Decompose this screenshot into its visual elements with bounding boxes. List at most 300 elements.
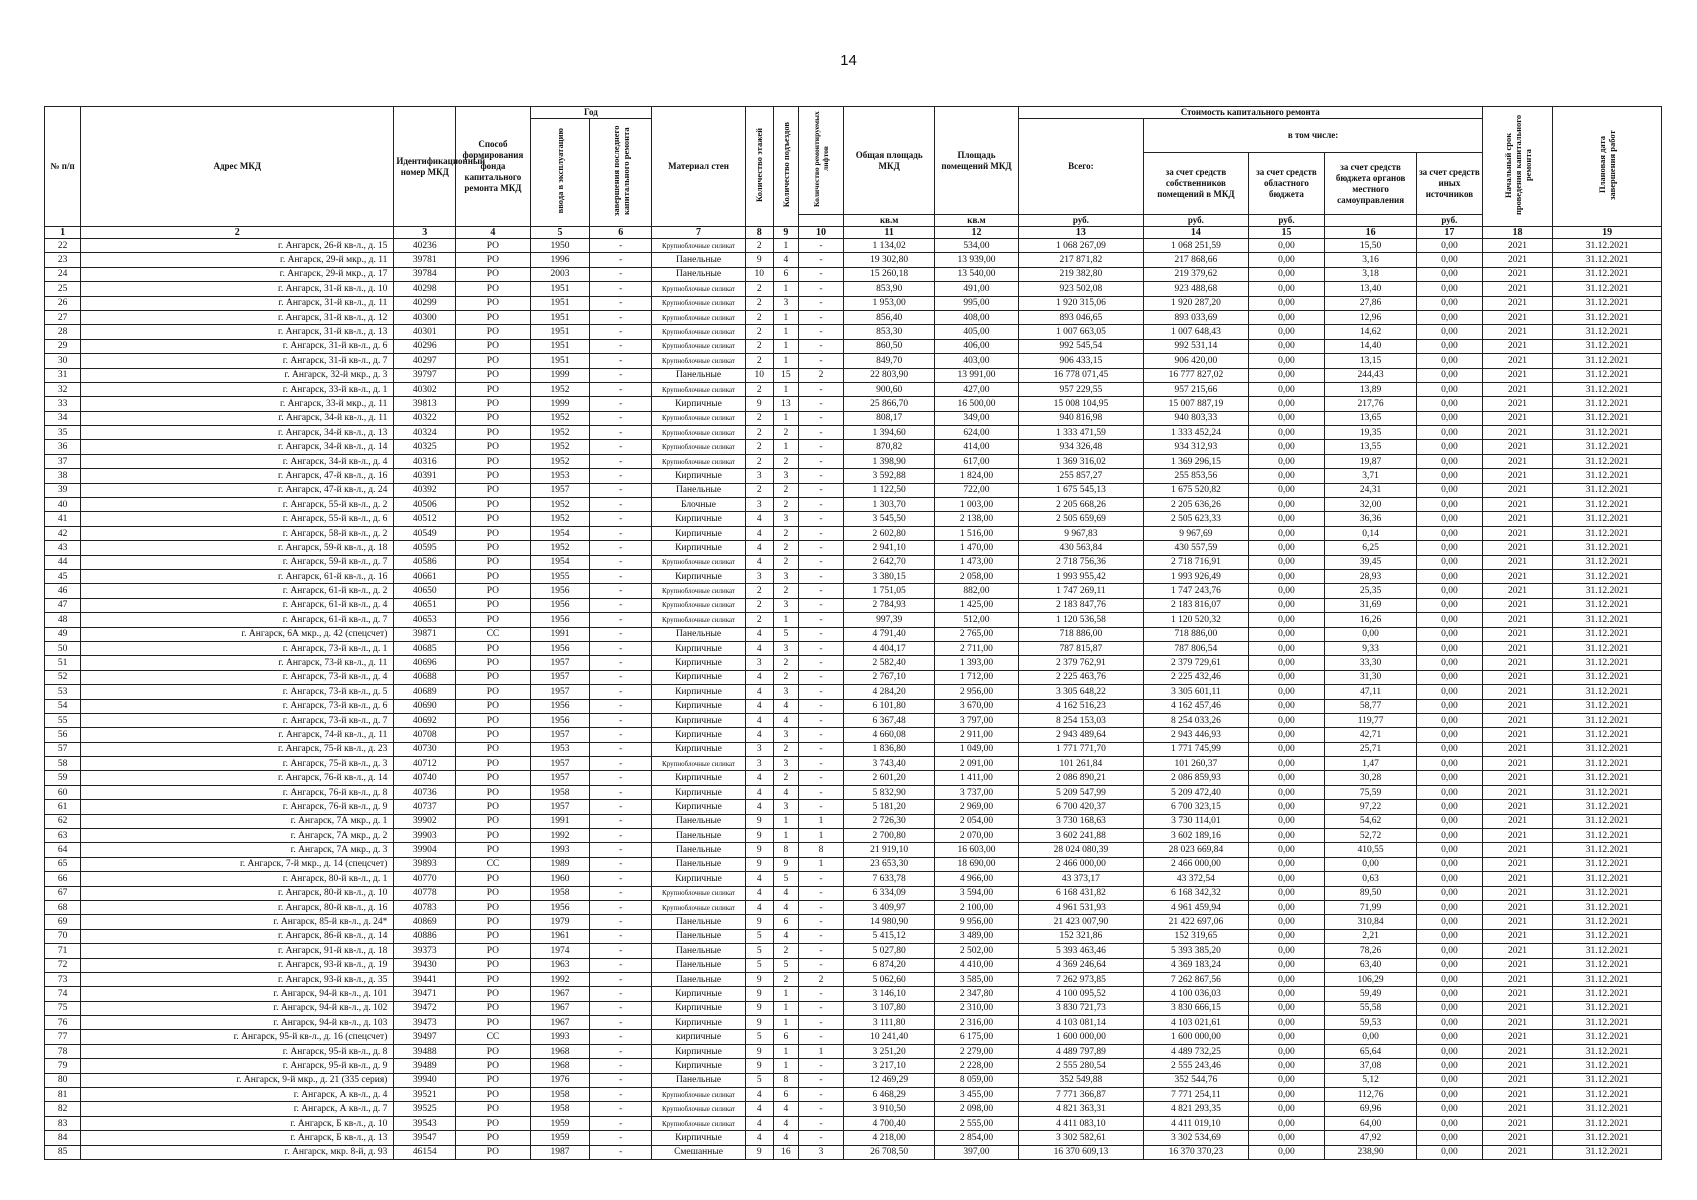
cell-floors: 4 [745,785,773,799]
cell-year-commission: 1952 [530,541,590,555]
table-row [45,325,1662,339]
cell-lifts: 1 [799,814,844,828]
cell-address: г. Ангарск, мкр. 8-й, д. 93 [81,1145,394,1159]
cell-cost-local: 14,62 [1325,325,1417,339]
cell-cost-other: 0,00 [1416,310,1482,324]
cell-cost-regional: 0,00 [1248,900,1325,914]
cell-wall-material: Крупноблочные силикат [652,440,746,454]
cell-cost-local: 75,59 [1325,785,1417,799]
cell-end-date: 31.12.2021 [1553,426,1662,440]
cell-premises-area: 18 690,00 [935,857,1018,871]
cell-ident-number: 40653 [394,613,456,627]
cell-cost-local: 30,28 [1325,771,1417,785]
cell-address: г. Ангарск, 95-й кв-л., д. 8 [81,1044,394,1058]
cell-wall-material: Крупноблочные силикат [652,886,746,900]
cell-end-date: 31.12.2021 [1553,872,1662,886]
cell-lifts: - [799,958,844,972]
cell-start-year: 2021 [1482,555,1552,569]
cell-row-num: 23 [45,253,81,267]
cell-lifts: - [799,641,844,655]
table-row [45,843,1662,857]
cell-ident-number: 40549 [394,526,456,540]
cell-premises-area: 6 175,00 [935,1030,1018,1044]
cell-year-commission: 1952 [530,382,590,396]
cell-row-num: 84 [45,1131,81,1145]
cell-premises-area: 8 059,00 [935,1073,1018,1087]
cell-cost-owners: 1 771 745,99 [1144,742,1248,756]
cell-wall-material: Крупноблочные силикат [652,411,746,425]
cell-cost-local: 13,55 [1325,440,1417,454]
cell-year-commission: 1991 [530,627,590,641]
cell-premises-area: 2 138,00 [935,512,1018,526]
cell-start-year: 2021 [1482,829,1552,843]
cell-ident-number: 39813 [394,397,456,411]
cell-lifts: - [799,1102,844,1116]
cell-fund-method: РО [456,1073,531,1087]
cell-year-last-repair: - [590,800,652,814]
cell-year-commission: 1987 [530,1145,590,1159]
cell-cost-other: 0,00 [1416,886,1482,900]
cell-start-year: 2021 [1482,1030,1552,1044]
cell-year-last-repair: - [590,239,652,253]
cell-fund-method: РО [456,1131,531,1145]
table-row [45,483,1662,497]
cell-fund-method: РО [456,541,531,555]
cell-entrances: 1 [773,339,799,353]
cell-ident-number: 40301 [394,325,456,339]
cell-address: г. Ангарск, 29-й мкр., д. 17 [81,267,394,281]
cell-fund-method: РО [456,310,531,324]
cell-cost-local: 19,35 [1325,426,1417,440]
cell-lifts: - [799,685,844,699]
cell-entrances: 6 [773,1030,799,1044]
cell-cost-owners: 6 700 323,15 [1144,800,1248,814]
cell-row-num: 65 [45,857,81,871]
cell-cost-other: 0,00 [1416,829,1482,843]
cell-year-commission: 1968 [530,1059,590,1073]
table-row [45,670,1662,684]
cell-total-area: 2 941,10 [843,541,935,555]
header-year-last-repair: завершения последнего капитального ремонта [590,119,652,227]
cell-start-year: 2021 [1482,239,1552,253]
cell-row-num: 77 [45,1030,81,1044]
cell-address: г. Ангарск, 93-й кв-л., д. 35 [81,972,394,986]
cell-row-num: 85 [45,1145,81,1159]
cell-fund-method: РО [456,267,531,281]
cell-cost-local: 37,08 [1325,1059,1417,1073]
cell-premises-area: 1 393,00 [935,656,1018,670]
cell-floors: 5 [745,958,773,972]
cell-cost-other: 0,00 [1416,972,1482,986]
cell-floors: 4 [745,699,773,713]
cell-row-num: 75 [45,1001,81,1015]
cell-end-date: 31.12.2021 [1553,483,1662,497]
cell-fund-method: РО [456,282,531,296]
cell-row-num: 51 [45,656,81,670]
cell-cost-regional: 0,00 [1248,1102,1325,1116]
cell-cost-regional: 0,00 [1248,857,1325,871]
cell-address: г. Ангарск, 26-й кв-л., д. 15 [81,239,394,253]
cell-entrances: 3 [773,569,799,583]
cell-fund-method: СС [456,1030,531,1044]
cell-cost-regional: 0,00 [1248,512,1325,526]
cell-ident-number: 40661 [394,569,456,583]
cell-address: г. Ангарск, 73-й кв-л., д. 11 [81,656,394,670]
cell-fund-method: РО [456,382,531,396]
cell-floors: 2 [745,584,773,598]
cell-fund-method: РО [456,368,531,382]
cell-year-last-repair: - [590,397,652,411]
cell-year-commission: 1968 [530,1044,590,1058]
cell-cost-local: 112,76 [1325,1088,1417,1102]
table-row [45,1088,1662,1102]
cell-end-date: 31.12.2021 [1553,656,1662,670]
cell-address: г. Ангарск, 31-й кв-л., д. 11 [81,296,394,310]
cell-year-last-repair: - [590,526,652,540]
cell-row-num: 59 [45,771,81,785]
cell-wall-material: Крупноблочные силикат [652,354,746,368]
cell-lifts: 1 [799,829,844,843]
cell-premises-area: 414,00 [935,440,1018,454]
cell-year-commission: 1967 [530,987,590,1001]
cell-premises-area: 2 854,00 [935,1131,1018,1145]
cell-lifts: - [799,1001,844,1015]
cell-lifts: - [799,1016,844,1030]
header-ident: Идентификационный номер МКД [394,107,456,227]
cell-cost-other: 0,00 [1416,800,1482,814]
cell-total-area: 3 107,80 [843,1001,935,1015]
cell-address: г. Ангарск, 29-й мкр., д. 11 [81,253,394,267]
cell-row-num: 44 [45,555,81,569]
cell-lifts: - [799,929,844,943]
cell-ident-number: 40778 [394,886,456,900]
cell-year-commission: 1952 [530,454,590,468]
cell-year-commission: 1956 [530,713,590,727]
cell-floors: 9 [745,1044,773,1058]
cell-year-commission: 1959 [530,1116,590,1130]
cell-year-last-repair: - [590,1102,652,1116]
table-row [45,641,1662,655]
cell-wall-material: Кирпичные [652,569,746,583]
cell-year-last-repair: - [590,426,652,440]
cell-lifts: 3 [799,1145,844,1159]
cell-wall-material: Панельные [652,944,746,958]
cell-fund-method: РО [456,843,531,857]
cell-row-num: 61 [45,800,81,814]
cell-address: г. Ангарск, 7А мкр., д. 3 [81,843,394,857]
cell-lifts: - [799,296,844,310]
cell-cost-owners: 152 319,65 [1144,929,1248,943]
cell-ident-number: 40296 [394,339,456,353]
cell-end-date: 31.12.2021 [1553,267,1662,281]
cell-end-date: 31.12.2021 [1553,713,1662,727]
cell-cost-local: 47,92 [1325,1131,1417,1145]
cell-row-num: 47 [45,598,81,612]
cell-entrances: 8 [773,843,799,857]
cell-premises-area: 2 711,00 [935,641,1018,655]
column-number-12: 12 [935,227,1018,239]
cell-end-date: 31.12.2021 [1553,498,1662,512]
cell-cost-other: 0,00 [1416,368,1482,382]
cell-cost-regional: 0,00 [1248,440,1325,454]
cell-row-num: 43 [45,541,81,555]
cell-address: г. Ангарск, 61-й кв-л., д. 7 [81,613,394,627]
unit-total-area: кв.м [843,215,935,227]
cell-row-num: 46 [45,584,81,598]
cell-end-date: 31.12.2021 [1553,354,1662,368]
cell-fund-method: РО [456,296,531,310]
cell-total-area: 1 836,80 [843,742,935,756]
cell-total-area: 4 660,08 [843,728,935,742]
cell-wall-material: Блочные [652,498,746,512]
page-number: 14 [840,52,857,69]
cell-row-num: 76 [45,1016,81,1030]
cell-start-year: 2021 [1482,641,1552,655]
cell-wall-material: кирпичные [652,1030,746,1044]
cell-cost-regional: 0,00 [1248,584,1325,598]
cell-end-date: 31.12.2021 [1553,915,1662,929]
cell-row-num: 30 [45,354,81,368]
header-incl: в том числе: [1144,119,1483,153]
cell-year-last-repair: - [590,354,652,368]
cell-cost-local: 0,00 [1325,1030,1417,1044]
cell-end-date: 31.12.2021 [1553,670,1662,684]
cell-ident-number: 40391 [394,469,456,483]
cell-year-commission: 1956 [530,613,590,627]
cell-cost-other: 0,00 [1416,1131,1482,1145]
cell-start-year: 2021 [1482,310,1552,324]
cell-cost-regional: 0,00 [1248,411,1325,425]
cell-lifts: - [799,987,844,1001]
cell-premises-area: 13 540,00 [935,267,1018,281]
cell-wall-material: Крупноблочные силикат [652,613,746,627]
column-number-1: 1 [45,227,81,239]
cell-end-date: 31.12.2021 [1553,972,1662,986]
cell-floors: 3 [745,757,773,771]
table-row [45,1131,1662,1145]
cell-cost-local: 36,36 [1325,512,1417,526]
cell-row-num: 52 [45,670,81,684]
header-local: за счет средств бюджета органов местного самоуправления [1325,153,1417,215]
cell-row-num: 70 [45,929,81,943]
cell-total-area: 1 398,90 [843,454,935,468]
cell-wall-material: Крупноблочные силикат [652,239,746,253]
cell-ident-number: 40297 [394,354,456,368]
cell-cost-total: 16 778 071,45 [1018,368,1144,382]
cell-cost-owners: 352 544,76 [1144,1073,1248,1087]
cell-year-commission: 1974 [530,944,590,958]
cell-total-area: 3 545,50 [843,512,935,526]
cell-wall-material: Кирпичные [652,728,746,742]
cell-cost-regional: 0,00 [1248,742,1325,756]
cell-entrances: 1 [773,354,799,368]
cell-address: г. Ангарск, 32-й мкр., д. 3 [81,368,394,382]
cell-wall-material: Панельные [652,267,746,281]
cell-year-last-repair: - [590,598,652,612]
table-row [45,310,1662,324]
cell-wall-material: Панельные [652,829,746,843]
table-row [45,929,1662,943]
cell-cost-total: 1 007 663,05 [1018,325,1144,339]
cell-row-num: 78 [45,1044,81,1058]
cell-cost-local: 89,50 [1325,886,1417,900]
table-row [45,656,1662,670]
cell-end-date: 31.12.2021 [1553,325,1662,339]
cell-total-area: 3 910,50 [843,1102,935,1116]
cell-end-date: 31.12.2021 [1553,1016,1662,1030]
cell-entrances: 4 [773,886,799,900]
cell-wall-material: Крупноблочные силикат [652,282,746,296]
cell-wall-material: Панельные [652,958,746,972]
cell-lifts: - [799,944,844,958]
cell-cost-local: 2,21 [1325,929,1417,943]
cell-total-area: 2 726,30 [843,814,935,828]
header-lifts: Количество ремонтируемых лифтов [799,107,844,215]
cell-total-area: 25 866,70 [843,397,935,411]
cell-year-last-repair: - [590,1059,652,1073]
cell-entrances: 3 [773,296,799,310]
cell-year-last-repair: - [590,699,652,713]
cell-row-num: 41 [45,512,81,526]
cell-address: г. Ангарск, А кв-л., д. 4 [81,1088,394,1102]
cell-premises-area: 2 098,00 [935,1102,1018,1116]
cell-wall-material: Кирпичные [652,670,746,684]
cell-cost-total: 2 379 762,91 [1018,656,1144,670]
cell-fund-method: РО [456,325,531,339]
cell-entrances: 4 [773,713,799,727]
cell-year-commission: 1992 [530,972,590,986]
cell-cost-regional: 0,00 [1248,1059,1325,1073]
table-row [45,814,1662,828]
cell-lifts: - [799,1116,844,1130]
cell-ident-number: 39902 [394,814,456,828]
cell-cost-total: 219 382,80 [1018,267,1144,281]
cell-entrances: 2 [773,541,799,555]
cell-year-commission: 1951 [530,296,590,310]
cell-total-area: 4 284,20 [843,685,935,699]
cell-premises-area: 2 279,00 [935,1044,1018,1058]
cell-cost-owners: 4 489 732,25 [1144,1044,1248,1058]
cell-year-commission: 1960 [530,872,590,886]
cell-row-num: 83 [45,1116,81,1130]
cell-address: г. Ангарск, 31-й кв-л., д. 6 [81,339,394,353]
cell-ident-number: 40300 [394,310,456,324]
table-row [45,454,1662,468]
cell-row-num: 36 [45,440,81,454]
cell-cost-owners: 16 777 827,02 [1144,368,1248,382]
cell-total-area: 4 700,40 [843,1116,935,1130]
cell-wall-material: Крупноблочные силикат [652,296,746,310]
table-row [45,757,1662,771]
cell-cost-local: 3,16 [1325,253,1417,267]
cell-ident-number: 40299 [394,296,456,310]
cell-year-last-repair: - [590,569,652,583]
cell-cost-local: 55,58 [1325,1001,1417,1015]
cell-end-date: 31.12.2021 [1553,282,1662,296]
unit-premises-area: кв.м [935,215,1018,227]
cell-total-area: 12 469,29 [843,1073,935,1087]
cell-year-last-repair: - [590,325,652,339]
cell-wall-material: Крупноблочные силикат [652,339,746,353]
cell-cost-local: 244,43 [1325,368,1417,382]
cell-cost-local: 13,65 [1325,411,1417,425]
cell-end-date: 31.12.2021 [1553,454,1662,468]
cell-row-num: 49 [45,627,81,641]
cell-address: г. Ангарск, 55-й кв-л., д. 2 [81,498,394,512]
cell-entrances: 4 [773,900,799,914]
cell-cost-local: 13,15 [1325,354,1417,368]
cell-address: г. Ангарск, 73-й кв-л., д. 7 [81,713,394,727]
cell-end-date: 31.12.2021 [1553,397,1662,411]
cell-cost-owners: 21 422 697,06 [1144,915,1248,929]
cell-premises-area: 3 455,00 [935,1088,1018,1102]
cell-address: г. Ангарск, 95-й кв-л., д. 16 (спецсчет) [81,1030,394,1044]
cell-end-date: 31.12.2021 [1553,1102,1662,1116]
cell-year-last-repair: - [590,1030,652,1044]
cell-cost-local: 64,00 [1325,1116,1417,1130]
cell-floors: 4 [745,900,773,914]
cell-total-area: 2 784,93 [843,598,935,612]
cell-cost-local: 3,18 [1325,267,1417,281]
cell-wall-material: Смешанные [652,1145,746,1159]
cell-cost-local: 217,76 [1325,397,1417,411]
cell-lifts: - [799,569,844,583]
cell-lifts: 1 [799,1044,844,1058]
cell-year-last-repair: - [590,584,652,598]
header-year-commission: ввода в эксплуатацию [530,119,590,227]
cell-cost-owners: 940 803,33 [1144,411,1248,425]
cell-start-year: 2021 [1482,325,1552,339]
cell-address: г. Ангарск, 59-й кв-л., д. 7 [81,555,394,569]
cell-cost-local: 63,40 [1325,958,1417,972]
cell-fund-method: РО [456,598,531,612]
cell-year-last-repair: - [590,411,652,425]
table-row [45,627,1662,641]
table-row [45,1116,1662,1130]
cell-start-year: 2021 [1482,699,1552,713]
cell-start-year: 2021 [1482,886,1552,900]
cell-ident-number: 40708 [394,728,456,742]
cell-row-num: 48 [45,613,81,627]
cell-wall-material: Панельные [652,253,746,267]
cell-cost-total: 2 718 756,36 [1018,555,1144,569]
cell-floors: 4 [745,685,773,699]
cell-premises-area: 1 425,00 [935,598,1018,612]
cell-total-area: 997,39 [843,613,935,627]
cell-cost-owners: 4 821 293,35 [1144,1102,1248,1116]
cell-cost-local: 59,49 [1325,987,1417,1001]
cell-fund-method: РО [456,584,531,598]
cell-year-last-repair: - [590,483,652,497]
cell-ident-number: 40236 [394,239,456,253]
cell-floors: 4 [745,512,773,526]
cell-cost-local: 27,86 [1325,296,1417,310]
cell-fund-method: РО [456,872,531,886]
cell-row-num: 33 [45,397,81,411]
cell-year-last-repair: - [590,972,652,986]
cell-wall-material: Панельные [652,368,746,382]
cell-start-year: 2021 [1482,584,1552,598]
cell-entrances: 1 [773,1016,799,1030]
cell-total-area: 26 708,50 [843,1145,935,1159]
cell-entrances: 2 [773,972,799,986]
cell-entrances: 13 [773,397,799,411]
cell-start-year: 2021 [1482,685,1552,699]
cell-total-area: 21 919,10 [843,843,935,857]
cell-premises-area: 995,00 [935,296,1018,310]
cell-lifts: - [799,325,844,339]
cell-lifts: - [799,267,844,281]
